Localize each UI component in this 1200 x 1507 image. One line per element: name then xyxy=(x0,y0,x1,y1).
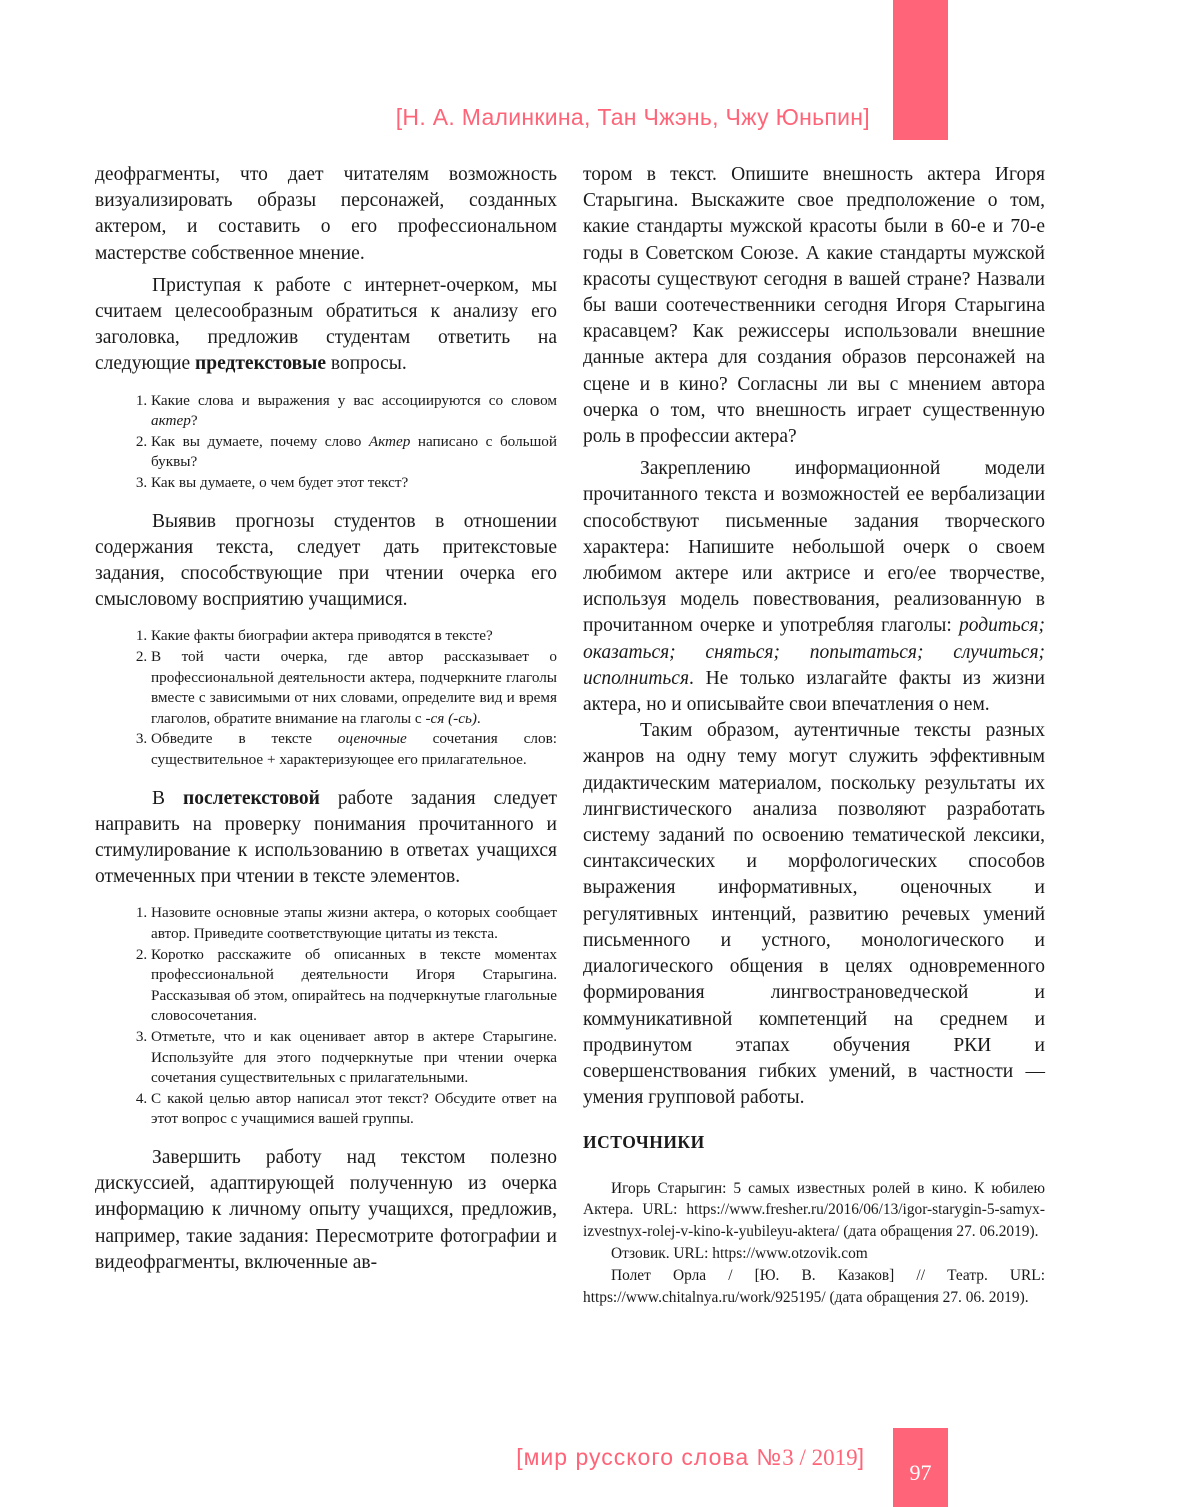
paragraph: В послетекстовой работе задания следует направить на проверку понимания прочитанного и стимулирование к использованию в ответах учащихся отмеченных при чтении в тексте элементов. xyxy=(95,787,557,888)
source-entry: Отзовик. URL: https://www.otzovik.com xyxy=(611,1244,868,1262)
paragraph: Завершить работу над текстом полезно дискуссией, адаптирующей полученную из очерка информацию к личному опыту учащихся, предложив, например, такие задания: Пересмотрите фотографии и видеофрагменты, включенные ав- xyxy=(95,1146,557,1273)
intext-tasks-list xyxy=(95,626,557,770)
list-item: 3. Как вы думаете, о чем будет этот текст? xyxy=(151,473,557,494)
source-entry: Полет Орла / [Ю. В. Казаков] // Театр. URL: https://www.chitalnya.ru/work/925195/ (дата обращения 27. 06. 2019). xyxy=(583,1266,1045,1306)
paragraph: Выявив прогнозы студентов в отношении содержания текста, следует дать притекстовые задания, способствующие при чтении очерка его смысловому восприятию учащимися. xyxy=(95,510,557,611)
left-column xyxy=(95,162,557,1276)
running-footer-journal: [мир русского слова №3 / 2019] xyxy=(516,1444,865,1470)
running-header-authors: [Н. А. Малинкина, Тан Чжэнь, Чжу Юньпин] xyxy=(395,104,870,130)
paragraph: Приступая к работе с интернет-очерком, мы считаем целесообразным обратиться к анализу его заголовка, предложив студентам ответить на следующие предтекстовые вопросы. xyxy=(95,274,557,375)
paragraph: тором в текст. Опишите внешность актера Игоря Старыгина. Выскажите свое предположение о том, какие стандарты мужской красоты были в 60-е и 70-е годы в Советском Союзе. А какие стандарты мужской красоты существуют сегодня в вашей стране? Назвали бы ваши соотечественники сегодня Игоря Старыгина красавцем? Как режиссеры использовали внешние данные актера для создания образов персонажей на сцене и в кино? Согласны ли вы с мнением автора очерка о том, что внешность играет существенную роль в профессии актера? xyxy=(583,164,1045,448)
posttext-tasks-list xyxy=(95,903,557,1130)
right-column xyxy=(583,162,1045,1308)
list-item: 2. Как вы думаете, почему слово Актер написано с большой буквы? xyxy=(151,432,557,473)
accent-bar-top xyxy=(893,0,948,140)
paragraph: деофрагменты, что дает читателям возможность визуализировать образы персонажей, созданных актером, и составить о его профессиональном мастерстве собственное мнение. xyxy=(95,164,557,264)
page-number: 97 xyxy=(909,1460,932,1485)
list-item: 1. Какие факты биографии актера приводятся в тексте? xyxy=(151,626,557,647)
list-item: 4. С какой целью автор написал этот текст? Обсудите ответ на этот вопрос с учащимися вашей группы. xyxy=(151,1089,557,1130)
list-item: 3. Обведите в тексте оценочные сочетания слов: существительное + характеризующее его прилагательное. xyxy=(151,729,557,770)
list-item: 3. Отметьте, что и как оценивает автор в актере Старыгине. Используйте для этого подчеркнутые при чтении очерка сочетания существительных с прилагательными. xyxy=(151,1027,557,1089)
source-entry: Игорь Старыгин: 5 самых известных ролей в кино. К юбилею Актера. URL: https://www.fresher.ru/2016/06/13/igor-starygin-5-samyx-izvestnyx-rolej-v-kino-k-yubileyu-aktera/ (дата обращения 27. 06.2019). xyxy=(583,1179,1045,1241)
paragraph: Закреплению информационной модели прочитанного текста и возможностей ее вербализации способствуют письменные задания творческого характера: Напишите небольшой очерк о своем любимом актере или актрисе и его/ее творчестве, используя модель повествования, реализованную в прочитанном очерке и употребляя глаголы: родиться; оказаться; сняться; попытаться; случиться; исполниться. Не только излагайте факты из жизни актера, но и описывайте свои впечатления о нем. xyxy=(583,458,1045,716)
sources-heading: ИСТОЧНИКИ xyxy=(583,1132,705,1153)
list-item: 2. В той части очерка, где автор рассказывает о профессиональной деятельности актера, подчеркните глаголы вместе с зависимыми от них словами, определите вид и время глаголов, обратите внимание на глаголы с -ся (-сь). xyxy=(151,647,557,729)
list-item: 2. Коротко расскажите об описанных в тексте моментах профессиональной деятельности Игоря Старыгина. Рассказывая об этом, опирайтесь на подчеркнутые глагольные словосочетания. xyxy=(151,945,557,1027)
list-item: 1. Назовите основные этапы жизни актера, о которых сообщает автор. Приведите соответствующие цитаты из текста. xyxy=(151,903,557,944)
paragraph: Таким образом, аутентичные тексты разных жанров на одну тему могут служить эффективным дидактическим материалом, поскольку результаты их лингвистического анализа позволяют разработать систему заданий по освоению тематической лексики, синтаксических и морфологических способов выражения информативных, оценочных и регулятивных интенций, развитию речевых умений письменного и устного, монологического и диалогического общения в целях одновременного формирования лингвострановедческой и коммуникативной компетенций на среднем и продвинутом этапах обучения РКИ и совершенствования гибких умений, в частности — умения групповой работы. xyxy=(583,720,1045,1109)
list-item: 1. Какие слова и выражения у вас ассоциируются со словом актер? xyxy=(151,391,557,432)
pretext-questions-list xyxy=(95,391,557,494)
